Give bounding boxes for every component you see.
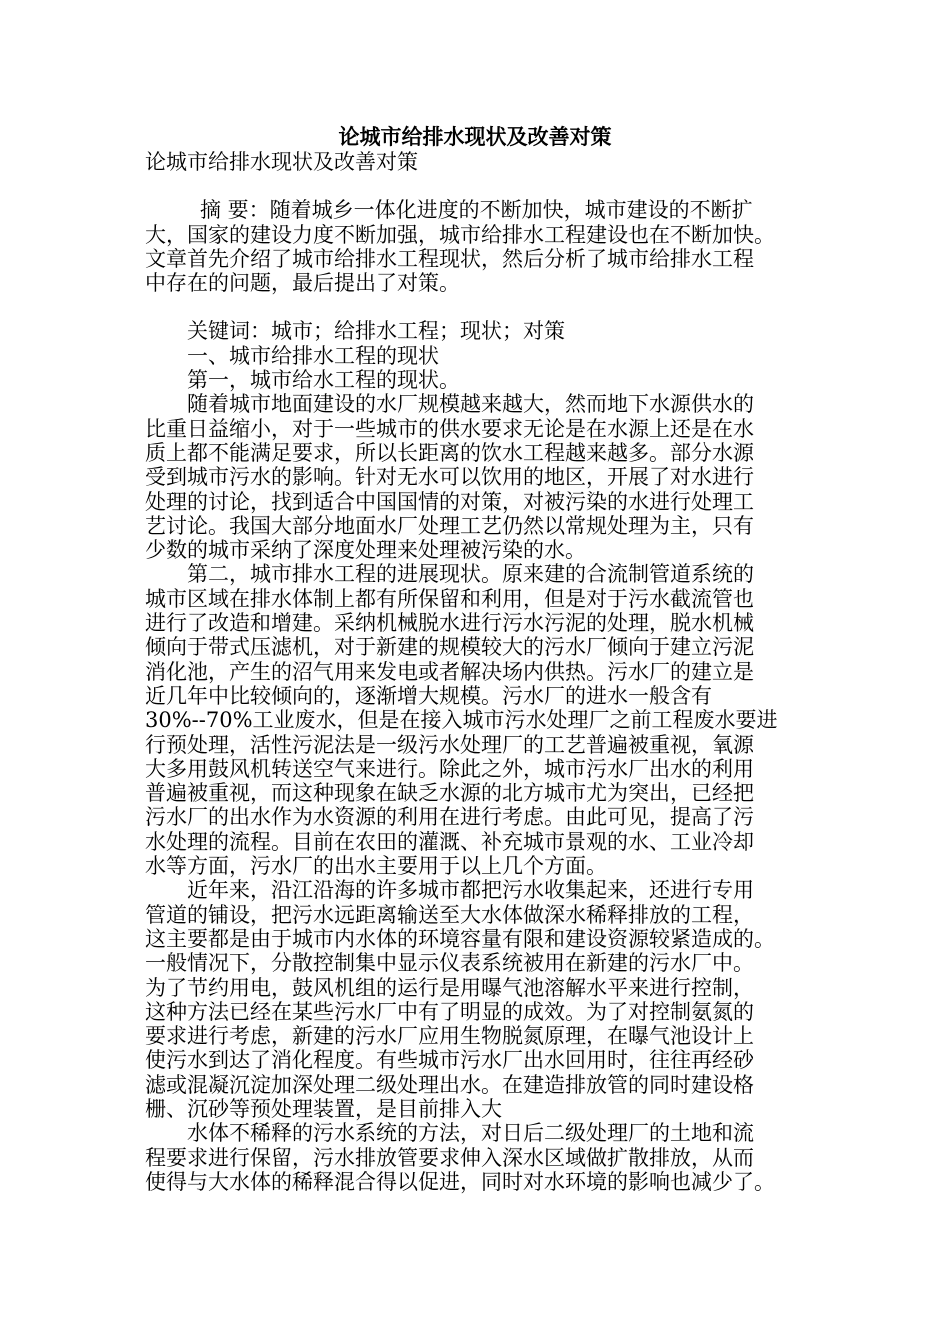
- body-paragraph-1: [145, 392, 805, 562]
- paragraph-line: 倾向于带式压滤机，对于新建的规模较大的污水厂倾向于建立污泥: [145, 635, 754, 660]
- abstract-line: 文章首先介绍了城市给排水工程现状，然后分析了城市给排水工程: [145, 246, 754, 271]
- paragraph-line: 普遍被重视，而这种现象在缺乏水源的北方城市尤为突出，已经把: [145, 781, 754, 806]
- paragraph-line: 管道的铺设，把污水远距离输送至大水体做深水稀释排放的工程，: [145, 902, 754, 927]
- paragraph-line: 城市区域在排水体制上都有所保留和利用，但是对于污水截流管也: [145, 586, 754, 611]
- section-heading: 一、城市给排水工程的现状: [187, 343, 439, 368]
- paragraph-line: 近几年中比较倾向的，逐渐增大规模。污水厂的进水一般含有: [145, 683, 712, 708]
- paragraph-line: 行预处理，活性污泥法是一级污水处理厂的工艺普遍被重视，氧源: [145, 732, 754, 757]
- paragraph-line: 使污水到达了消化程度。有些城市污水厂出水回用时，往往再经砂: [145, 1048, 754, 1073]
- paragraph-line: 近年来，沿江沿海的许多城市都把污水收集起来，还进行专用: [187, 878, 754, 903]
- body-paragraph-4: [145, 1121, 805, 1194]
- paragraph-line: 这种方法已经在某些污水厂中有了明显的成效。为了对控制氨氮的: [145, 999, 754, 1024]
- paragraph-line: 水处理的流程。目前在农田的灌溉、补充城市景观的水、工业冷却: [145, 829, 754, 854]
- paragraph-line: 程要求进行保留，污水排放管要求伸入深水区域做扩散排放，从而: [145, 1145, 754, 1170]
- paragraph-line: 使得与大水体的稀释混合得以促进，同时对水环境的影响也减少了。: [145, 1169, 775, 1194]
- body-paragraph-2: [145, 562, 805, 878]
- paragraph-line: 随着城市地面建设的水厂规模越来越大，然而地下水源供水的: [187, 392, 754, 417]
- abstract-line: 大，国家的建设力度不断加强，城市给排水工程建设也在不断加快。: [145, 222, 775, 247]
- document-page: [145, 124, 805, 1194]
- paragraph-line: 质上都不能满足要求，所以长距离的饮水工程越来越多。部分水源: [145, 440, 754, 465]
- body-paragraph-3: [145, 878, 805, 1121]
- paragraph-line: 这主要都是由于城市内水体的环境容量有限和建设资源较紧造成的。: [145, 926, 775, 951]
- subsection-heading: 第一，城市给水工程的现状。: [187, 368, 460, 393]
- paragraph-line: 少数的城市采纳了深度处理来处理被污染的水。: [145, 538, 586, 563]
- paragraph-line: 为了节约用电，鼓风机组的运行是用曝气池溶解水平来进行控制，: [145, 975, 754, 1000]
- paragraph-line: 30%--70%工业废水，但是在接入城市污水处理厂之前工程废水要进: [145, 708, 778, 733]
- paragraph-line: 受到城市污水的影响。针对无水可以饮用的地区，开展了对水进行: [145, 465, 754, 490]
- paragraph-line: 处理的讨论，找到适合中国国情的对策，对被污染的水进行处理工: [145, 489, 754, 514]
- paragraph-line: 消化池，产生的沼气用来发电或者解决场内供热。污水厂的建立是: [145, 659, 754, 684]
- abstract-paragraph: [145, 198, 805, 295]
- paragraph-line: 一般情况下，分散控制集中显示仪表系统被用在新建的污水厂中。: [145, 951, 754, 976]
- abstract-line: 摘 要：随着城乡一体化进度的不断加快，城市建设的不断扩: [200, 198, 753, 223]
- keywords: 关键词：城市；给排水工程；现状；对策: [187, 319, 565, 344]
- paragraph-line: 要求进行考虑，新建的污水厂应用生物脱氮原理，在曝气池设计上: [145, 1024, 754, 1049]
- spacer: [145, 295, 805, 319]
- paragraph-line: 大多用鼓风机转送空气来进行。除此之外，城市污水厂出水的利用: [145, 756, 754, 781]
- document-title: 论城市给排水现状及改善对策: [338, 124, 612, 149]
- paragraph-line: 栅、沉砂等预处理装置，是目前排入大: [145, 1096, 502, 1121]
- paragraph-line: 滤或混凝沉淀加深处理二级处理出水。在建造排放管的同时建设格: [145, 1072, 754, 1097]
- spacer: [145, 174, 805, 198]
- paragraph-line: 艺讨论。我国大部分地面水厂处理工艺仍然以常规处理为主，只有: [145, 513, 754, 538]
- paragraph-line: 水等方面，污水厂的出水主要用于以上几个方面。: [145, 854, 607, 879]
- abstract-line: 中存在的问题，最后提出了对策。: [145, 271, 460, 296]
- paragraph-line: 污水厂的出水作为水资源的利用在进行考虑。由此可见，提高了污: [145, 805, 754, 830]
- paragraph-line: 比重日益缩小，对于一些城市的供水要求无论是在水源上还是在水: [145, 416, 754, 441]
- paragraph-line: 进行了改造和增建。采纳机械脱水进行污水污泥的处理，脱水机械: [145, 611, 754, 636]
- paragraph-line: 水体不稀释的污水系统的方法，对日后二级处理厂的土地和流: [187, 1121, 754, 1146]
- document-subtitle: 论城市给排水现状及改善对策: [145, 150, 418, 174]
- paragraph-line: 第二，城市排水工程的进展现状。原来建的合流制管道系统的: [187, 562, 754, 587]
